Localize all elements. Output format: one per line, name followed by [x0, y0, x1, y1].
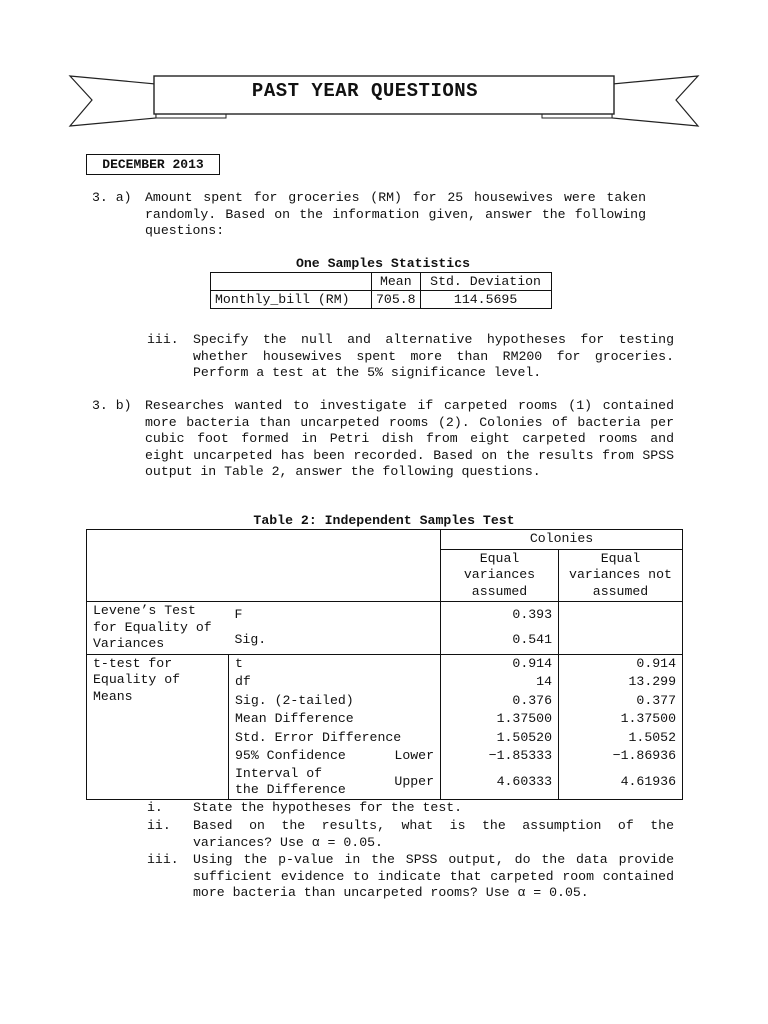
table-cell-value: 0.376	[441, 692, 559, 711]
table-cell-value: 0.914	[441, 654, 559, 673]
table-cell-value: 4.60333	[441, 766, 559, 800]
table-cell-value: 0.393	[441, 602, 559, 628]
ci-label-line2: Interval of the Difference	[235, 765, 346, 797]
ci-label-line1: 95% Confidence	[235, 748, 346, 763]
table-cell-value	[559, 602, 683, 655]
table-cell-stat: Std. Error Difference	[229, 729, 441, 748]
question-3a-iii-text: Specify the null and alternative hypotheses for testing whether housewives spent more than RM200 for groceries. Perform a test at the 5% significance level.	[193, 332, 674, 380]
question-3b-iii-number: iii.	[147, 852, 179, 867]
table-header-equal-variances-assumed: Equal variances assumed	[441, 549, 559, 602]
table-cell-value: 4.61936	[559, 766, 683, 800]
table-cell-stat: Mean Difference	[229, 710, 441, 729]
table-cell-value: −1.85333	[441, 747, 559, 766]
table-cell-variable: Monthly_bill (RM)	[211, 291, 372, 309]
table-cell-value: −1.86936	[559, 747, 683, 766]
independent-samples-test-table	[86, 529, 683, 800]
table-cell-value: 1.37500	[441, 710, 559, 729]
table-cell	[211, 273, 372, 291]
question-3b-iii-text: Using the p-value in the SPSS output, do the data provide sufficient evidence to indicate that carpeted room contained more bacteria than uncarpeted rooms? Use α = 0.05.	[193, 852, 674, 900]
table-row	[87, 602, 683, 628]
table-2-caption: Table 2: Independent Samples Test	[253, 513, 515, 528]
table-cell-value: 1.50520	[441, 729, 559, 748]
table-header-row	[211, 273, 552, 291]
question-3b-number: 3. b)	[92, 398, 132, 413]
table-corner-cell	[87, 530, 441, 602]
question-3a-iii-number: iii.	[147, 332, 179, 347]
table-row	[87, 654, 683, 673]
question-3a-text: Amount spent for groceries (RM) for 25 housewives were taken randomly. Based on the information given, answer the following questions:	[145, 190, 646, 238]
table-cell-stat: df	[229, 673, 441, 692]
table-cell-value: 0.377	[559, 692, 683, 711]
table-header-equal-variances-not-assumed: Equal variances not assumed	[559, 549, 683, 602]
page-title: PAST YEAR QUESTIONS	[251, 80, 479, 102]
table-group-header-colonies: Colonies	[441, 530, 683, 550]
table-cell-value: 14	[441, 673, 559, 692]
table-cell-stat: F	[229, 602, 441, 628]
table-cell-value: 0.541	[441, 628, 559, 654]
table-cell-stat: Sig. (2-tailed)	[229, 692, 441, 711]
question-3b-text: Researches wanted to investigate if carpeted rooms (1) contained more bacteria than uncarpeted rooms (2). Colonies of bacteria per cubic foot formed in Petri dish from eight carpeted rooms and eight uncarpeted has been recorded. Based on the results from SPSS output in Table 2, answer the following questions.	[145, 398, 674, 479]
exam-date-label: DECEMBER 2013	[86, 154, 220, 175]
table-header-std-deviation: Std. Deviation	[420, 273, 551, 291]
table-header-row	[87, 530, 683, 550]
table-row	[211, 291, 552, 309]
table-cell-value: 1.5052	[559, 729, 683, 748]
one-sample-statistics-table	[210, 272, 552, 309]
ttest-label: t-test for Equality of Means	[87, 654, 229, 799]
question-3b-i-text: State the hypotheses for the test.	[193, 800, 463, 815]
table-cell-stat: t	[229, 654, 441, 673]
table-cell-value: 13.299	[559, 673, 683, 692]
table-header-mean: Mean	[372, 273, 421, 291]
ci-lower-cell	[229, 747, 441, 766]
table-cell-value: 0.914	[559, 654, 683, 673]
ci-upper-cell	[229, 766, 441, 800]
question-3b-ii-number: ii.	[147, 818, 171, 833]
question-3a-number: 3. a)	[92, 190, 132, 205]
table-cell-mean: 705.8	[372, 291, 421, 309]
ci-lower-label: Lower	[394, 748, 434, 763]
one-sample-table-caption: One Samples Statistics	[295, 256, 471, 271]
table-cell-std-deviation: 114.5695	[420, 291, 551, 309]
table-cell-stat: Sig.	[229, 628, 441, 654]
question-3b-i-number: i.	[147, 800, 163, 815]
levene-test-label: Levene’s Test for Equality of Variances	[87, 602, 229, 655]
question-3b-ii-text: Based on the results, what is the assumption of the variances? Use α = 0.05.	[193, 818, 674, 850]
table-cell-value: 1.37500	[559, 710, 683, 729]
ci-upper-label: Upper	[394, 773, 434, 789]
